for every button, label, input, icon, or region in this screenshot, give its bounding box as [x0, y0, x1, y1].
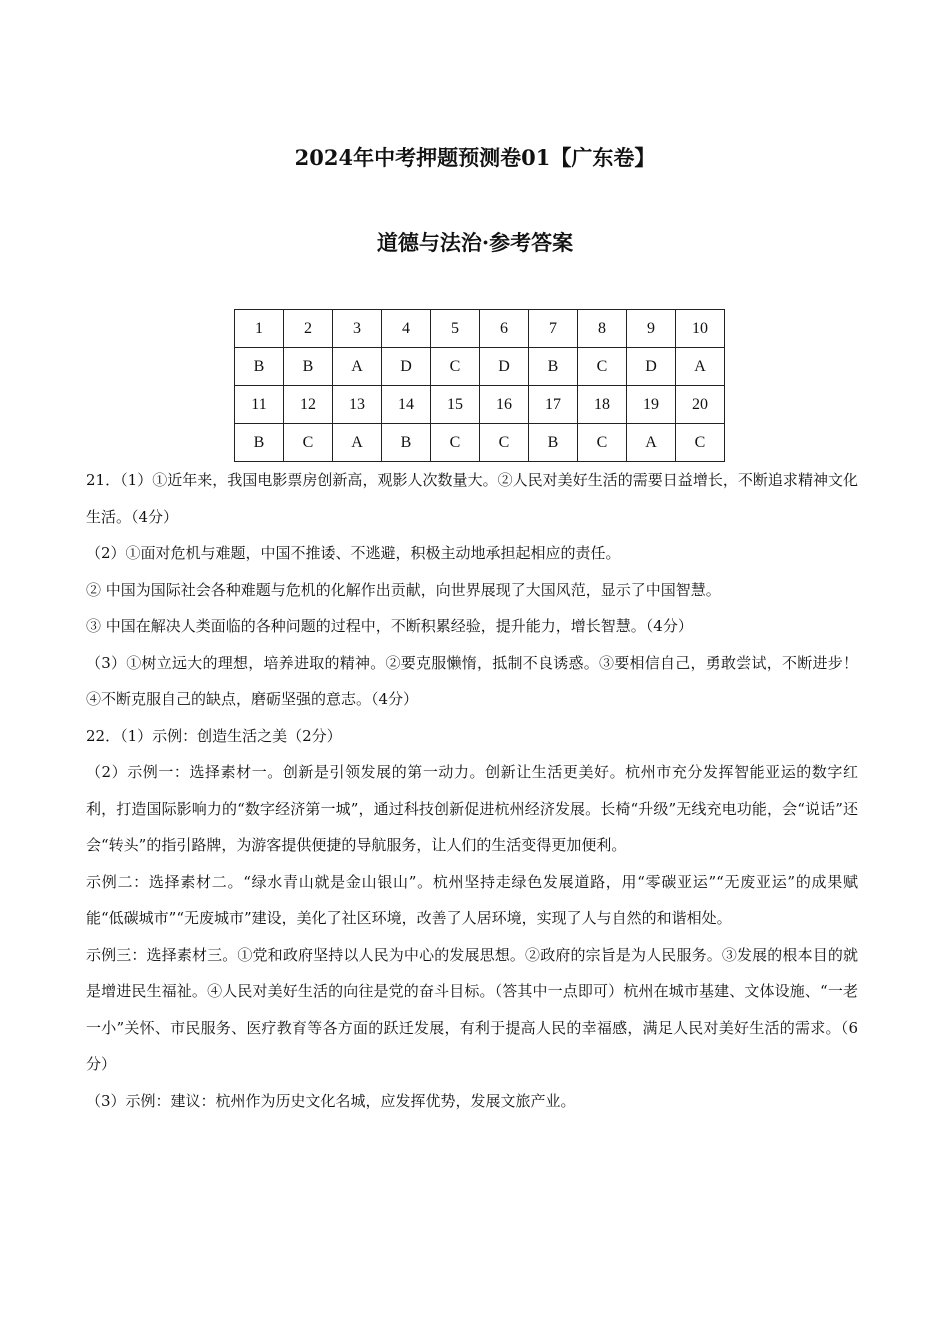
answer-cell: D: [480, 348, 529, 386]
answer-cell: C: [431, 424, 480, 462]
question-number-cell: 10: [676, 310, 725, 348]
question-number-cell: 17: [529, 386, 578, 424]
answer-cell: B: [529, 348, 578, 386]
answer-cell: A: [333, 424, 382, 462]
question-number-cell: 13: [333, 386, 382, 424]
answer-cell: C: [578, 424, 627, 462]
page-subtitle: 道德与法治·参考答案: [376, 230, 574, 255]
answer-cell: D: [627, 348, 676, 386]
table-row: [235, 386, 725, 424]
answer-cell: D: [382, 348, 431, 386]
answer-paragraph: 示例三：选择素材三。①党和政府坚持以人民为中心的发展思想。②政府的宗旨是为人民服务。③发展的根本目的就是增进民生福祉。④人民对美好生活的向往是党的奋斗目标。（答其中一点即可）杭州在城市基建、文体设施、“一老一小”关怀、市民服务、医疗教育等各方面的跃迁发展，有利于提高人民的幸福感，满足人民对美好生活的需求。（6分）: [86, 945, 858, 1073]
answer-cell: C: [578, 348, 627, 386]
question-number-cell: 18: [578, 386, 627, 424]
question-number-cell: 15: [431, 386, 480, 424]
question-number-cell: 3: [333, 310, 382, 348]
question-number-cell: 20: [676, 386, 725, 424]
answer-paragraph: 21．（1）①近年来，我国电影票房创新高，观影人次数量大。②人民对美好生活的需要日益增长，不断追求精神文化生活。（4分）: [86, 471, 858, 526]
answer-cell: B: [235, 424, 284, 462]
answer-cell: C: [676, 424, 725, 462]
answer-paragraph: （2）示例一：选择素材一。创新是引领发展的第一动力。创新让生活更美好。杭州市充分发挥智能亚运的数字红利，打造国际影响力的“数字经济第一城”，通过科技创新促进杭州经济发展。长椅“升级”无线充电功能，会“说话”还会“转头”的指引路牌，为游客提供便捷的导航服务，让人们的生活变得更加便利。: [86, 763, 858, 854]
answer-paragraph: 22．（1）示例：创造生活之美（2分）: [86, 726, 342, 745]
answer-cell: B: [382, 424, 431, 462]
answer-cell: A: [333, 348, 382, 386]
answer-cell: A: [676, 348, 725, 386]
question-number-cell: 6: [480, 310, 529, 348]
question-number-cell: 8: [578, 310, 627, 348]
answer-cell: B: [235, 348, 284, 386]
question-number-cell: 2: [284, 310, 333, 348]
answer-cell: C: [480, 424, 529, 462]
answer-cell: C: [431, 348, 480, 386]
answer-paragraph: ② 中国为国际社会各种难题与危机的化解作出贡献，向世界展现了大国风范，显示了中国智慧。: [86, 580, 721, 599]
question-number-cell: 14: [382, 386, 431, 424]
question-number-cell: 11: [235, 386, 284, 424]
question-number-cell: 1: [235, 310, 284, 348]
answer-cell: A: [627, 424, 676, 462]
answer-explanations: [86, 462, 858, 1119]
question-number-cell: 16: [480, 386, 529, 424]
answer-cell: B: [529, 424, 578, 462]
answer-cell: B: [284, 348, 333, 386]
question-number-cell: 4: [382, 310, 431, 348]
question-number-cell: 9: [627, 310, 676, 348]
question-number-cell: 12: [284, 386, 333, 424]
answer-paragraph: （2）①面对危机与难题，中国不推诿、不逃避，积极主动地承担起相应的责任。: [86, 544, 621, 562]
table-row: [235, 424, 725, 462]
table-row: [235, 348, 725, 386]
question-number-cell: 19: [627, 386, 676, 424]
answer-paragraph: （3）①树立远大的理想，培养进取的精神。②要克服懒惰，抵制不良诱惑。③要相信自己，勇敢尝试，不断进步！④不断克服自己的缺点，磨砺坚强的意志。（4分）: [86, 653, 858, 708]
answer-table: [234, 309, 725, 462]
answer-paragraph: ③ 中国在解决人类面临的各种问题的过程中，不断积累经验，提升能力，增长智慧。（4分）: [86, 617, 693, 635]
page-title: 2024年中考押题预测卷01【广东卷】: [294, 145, 656, 170]
answer-paragraph: （3）示例：建议：杭州作为历史文化名城，应发挥优势，发展文旅产业。: [86, 1091, 576, 1110]
answer-paragraph: 示例二：选择素材二。“绿水青山就是金山银山”。杭州坚持走绿色发展道路，用“零碳亚运”“无废亚运”的成果赋能“低碳城市”“无废城市”建设，美化了社区环境，改善了人居环境，实现了人与自然的和谐相处。: [86, 872, 858, 927]
table-row: [235, 310, 725, 348]
question-number-cell: 7: [529, 310, 578, 348]
question-number-cell: 5: [431, 310, 480, 348]
answer-cell: C: [284, 424, 333, 462]
